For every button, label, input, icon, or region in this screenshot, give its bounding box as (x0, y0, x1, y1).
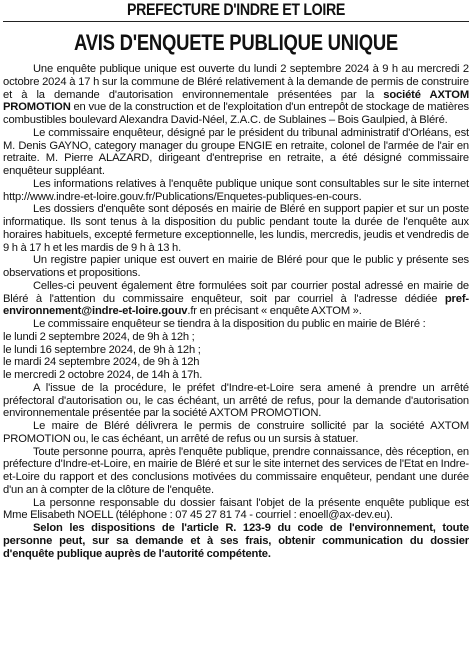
paragraph-responsible-person: La personne responsable du dossier faisant l'objet de la présente enquête publique est Mme Elisabeth NOELL (téléphone : 07 45 27 81 74 - courriel : enoell@ax-dev.eu). (3, 496, 469, 522)
paragraph-commissioner: Le commissaire enquêteur, désigné par le président du tribunal administratif d'Orléans, est M. Denis GAYNO, category manager du groupe ENGIE en retraite, colonel de l'armée de l'air en retraite. M. Pierre ALAZARD, dirigeant d'entreprise en retraite, a été désigné commissaire enquêteur suppléant. (3, 126, 469, 177)
schedule-item: le lundi 2 septembre 2024, de 9h à 12h ; (3, 330, 195, 343)
paragraph-observations: Celles-ci peuvent également être formulées soit par courrier postal adressé en mairie de Bléré à l'attention du commissaire enquêteur, soit par courriel à l'adresse dédiée pref-environnement@indre-et-loire.gouv.fr en précisant « enquête AXTOM ». (3, 279, 469, 318)
paragraph-dossiers: Les dossiers d'enquête sont déposés en mairie de Bléré en support papier et sur un poste informatique. Ils sont tenus à la disposition du public pendant toute la durée de l'enquête aux horaires habituels, excepté fermeture exceptionnelle, les lundis, mercredis, jeudis et vendredis de 9 h à 17 h et les mardis de 9 h à 13 h. (3, 203, 469, 254)
schedule-item: le mardi 24 septembre 2024, de 9h à 12h (3, 356, 200, 369)
paragraph-website: Les informations relatives à l'enquête publique unique sont consultables sur le site internet http://www.indre-et-loire.gouv.fr/Publications/Enquetes-publiques-en-cours. (3, 177, 469, 203)
paragraph-opening: Une enquête publique unique est ouverte du lundi 2 septembre 2024 à 9 h au mercredi 2 octobre 2024 à 17 h sur la commune de Bléré relativement à la demande de permis de construire et à la demande d'autorisation environnementale présentées par la société AXTOM PROMOTION en vue de la construction et de l'exploitation d'un entrepôt de stockage de matières combustibles boulevard Alexandra David-Néel, Z.A.C. de Sublaines – Bois Gaulpied, à Bléré. (3, 63, 469, 126)
heading-divider (3, 21, 469, 22)
contact-email: pref-environnement@indre-et-loire.gouv (3, 292, 469, 318)
paragraph-report-access: Toute personne pourra, après l'enquête publique, prendre connaissance, dès réception, en préfecture d'Indre-et-Loire, en mairie de Bléré et sur le site internet des services de l'Etat en Indre-et-Loire du rapport et des conclusions motivées du commissaire enquêteur, pendant une durée d'un an à compter de la clôture de l'enquête. (3, 445, 469, 496)
paragraph-prefect-decision: A l'issue de la procédure, le préfet d'Indre-et-Loire sera amené à prendre un arrêté préfectoral d'autorisation ou, le cas échéant, un arrêté de refus, pour la demande d'autorisation environnementale présentée par la société AXTOM PROMOTION. (3, 381, 469, 420)
company-name: société AXTOM PROMOTION (3, 88, 469, 114)
paragraph-mayor-decision: Le maire de Bléré délivrera le permis de construire sollicité par la société AXTOM PROMOTION ou, le cas échéant, un arrêté de refus ou un sursis à statuer. (3, 420, 469, 445)
paragraph-register: Un registre papier unique est ouvert en mairie de Bléré pour que le public y présente ses observations et propositions. (3, 254, 469, 279)
notice-title: AVIS D'ENQUETE PUBLIQUE UNIQUE (73, 30, 399, 55)
paragraph-legal-dispositions: Selon les dispositions de l'article R. 123-9 du code de l'environnement, toute personne peut, sur sa demande et à ses frais, obtenir communication du dossier d'enquête publique auprès de l'autorité compétente. (3, 522, 469, 560)
paragraph-permanences: Le commissaire enquêteur se tiendra à la disposition du public en mairie de Bléré : (33, 318, 426, 330)
prefecture-heading: PREFECTURE D'INDRE ET LOIRE (126, 1, 345, 19)
schedule-item: le mercredi 2 octobre 2024, de 14h à 17h. (3, 369, 203, 381)
schedule-item: le lundi 16 septembre 2024, de 9h à 12h ; (3, 343, 201, 356)
notice-body (3, 63, 469, 560)
